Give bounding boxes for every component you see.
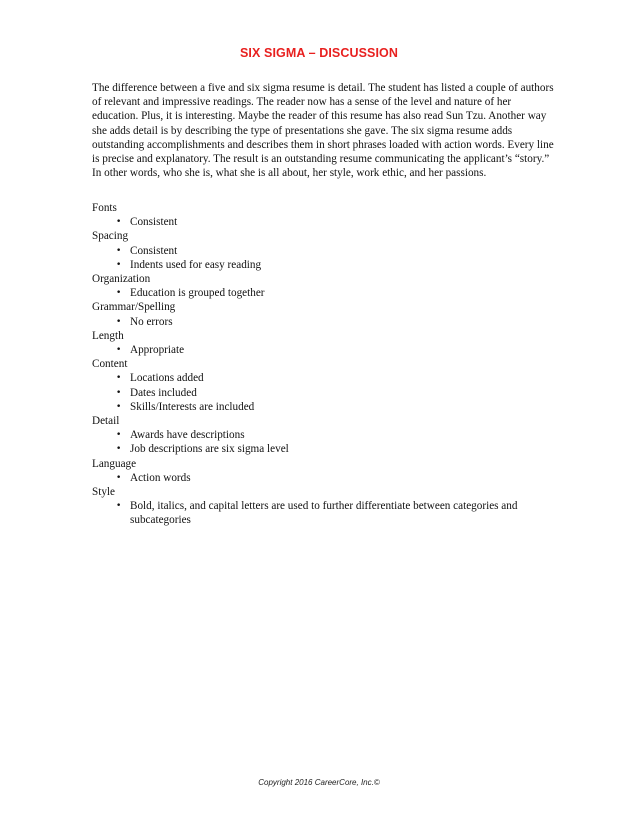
bullet-icon: •	[116, 430, 122, 441]
bullet-icon: •	[116, 444, 122, 455]
list-item-text: Consistent	[130, 244, 178, 257]
category-items	[92, 499, 552, 527]
list-item-text: No errors	[130, 315, 173, 328]
category-items	[92, 428, 552, 456]
checklist	[92, 201, 552, 528]
bullet-icon: •	[116, 217, 122, 228]
list-item-text: Dates included	[130, 386, 197, 399]
bullet-icon: •	[116, 501, 122, 512]
list-item	[92, 442, 552, 456]
list-item-text: Indents used for easy reading	[130, 258, 262, 271]
category-heading: Length	[92, 329, 124, 342]
category-heading: Detail	[92, 415, 120, 428]
category-items	[92, 215, 552, 229]
copyright-footer: Copyright 2016 CareerCore, Inc.©	[258, 778, 380, 787]
category-items	[92, 343, 552, 357]
list-item-text: Consistent	[130, 216, 178, 229]
list-item-text: Locations added	[130, 372, 204, 385]
list-item	[92, 215, 552, 229]
list-item	[92, 371, 552, 385]
list-item	[92, 386, 552, 400]
list-item-text: Action words	[130, 471, 191, 484]
list-item	[92, 244, 552, 258]
bullet-icon: •	[116, 259, 122, 270]
document-title: SIX SIGMA – DISCUSSION	[239, 46, 399, 60]
list-item-text: Bold, italics, and capital letters are used to further differentiate between categories and subcategories	[130, 500, 518, 527]
list-item-text: Skills/Interests are included	[130, 400, 255, 413]
category-items	[92, 315, 552, 329]
list-item	[92, 471, 552, 485]
category-heading: Language	[92, 457, 137, 470]
bullet-icon: •	[116, 373, 122, 384]
category-items	[92, 471, 552, 485]
bullet-icon: •	[116, 345, 122, 356]
bullet-icon: •	[116, 316, 122, 327]
category-heading: Content	[92, 358, 128, 371]
list-item-text: Awards have descriptions	[130, 429, 245, 442]
bullet-icon: •	[116, 472, 122, 483]
category-items	[92, 244, 552, 272]
list-item-text: Job descriptions are six sigma level	[130, 443, 289, 456]
list-item-text: Appropriate	[130, 344, 185, 357]
list-item	[92, 286, 552, 300]
category-heading: Fonts	[92, 202, 117, 214]
bullet-icon: •	[116, 245, 122, 256]
category-heading: Organization	[92, 273, 151, 286]
category-heading: Style	[92, 486, 115, 499]
category-heading: Grammar/Spelling	[92, 301, 176, 314]
category-items	[92, 286, 552, 300]
category-items	[92, 371, 552, 414]
list-item	[92, 400, 552, 414]
list-item	[92, 315, 552, 329]
list-item	[92, 343, 552, 357]
bullet-icon: •	[116, 401, 122, 412]
list-item	[92, 428, 552, 442]
bullet-icon: •	[116, 387, 122, 398]
list-item	[92, 499, 552, 527]
intro-paragraph: The difference between a five and six sigma resume is detail. The student has listed a couple of authors of relevant and impressive readings. The reader now has a sense of the level and nature of her education. Plus, it is interesting. Maybe the reader of this resume has also read Sun Tzu. Another way she adds detail is by describing the type of presentations she gave. The six sigma resume adds outstanding accomplishments and describes them in short phrases loaded with action words. Every line is precise and explanatory. The result is an outstanding resume communicating the applicant’s “story.” In other words, who she is, what she is all about, her style, work ethic, and her passions.	[92, 82, 554, 180]
list-item	[92, 258, 552, 272]
list-item-text: Education is grouped together	[130, 287, 265, 300]
category-heading: Spacing	[92, 230, 129, 243]
bullet-icon: •	[116, 288, 122, 299]
